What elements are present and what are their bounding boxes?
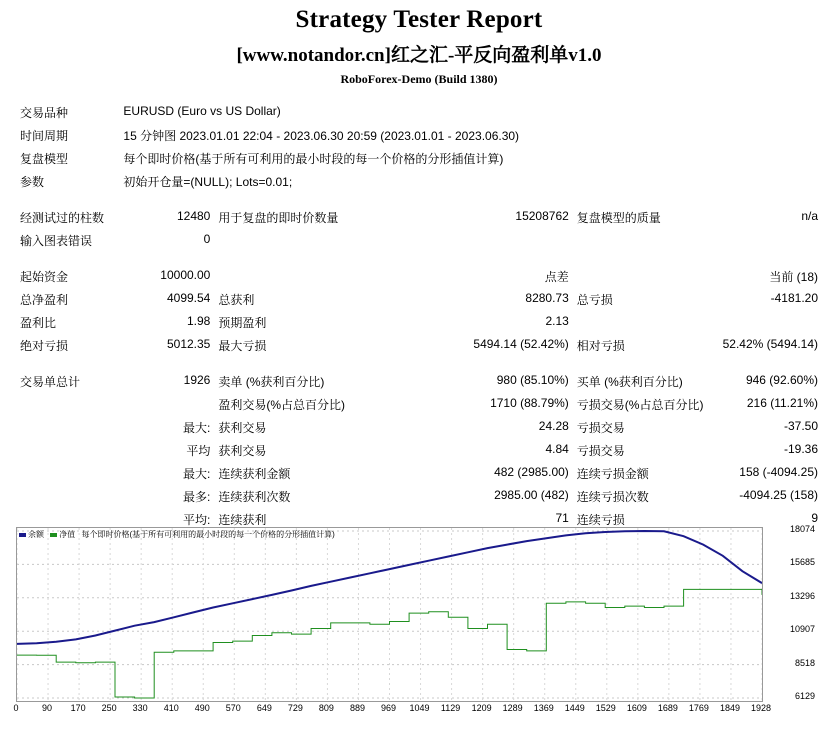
x-axis-label: 889 xyxy=(349,703,365,713)
table-row xyxy=(16,334,822,357)
x-axis-label: 1129 xyxy=(440,703,461,713)
chart-x-axis xyxy=(13,703,822,719)
max-consecutive-wins-value: 482 (2985.00) xyxy=(494,465,569,479)
legend-balance-label: 余额 xyxy=(28,530,44,539)
x-axis-label: 570 xyxy=(225,703,241,713)
profit-factor-label: 盈利比 xyxy=(20,316,57,330)
table-row xyxy=(16,288,822,311)
profit-trades-label: 盈利交易(%占总百分比) xyxy=(218,398,346,412)
table-row xyxy=(16,265,822,288)
maximal-drawdown-label: 最大亏损 xyxy=(218,339,267,353)
quality-label: 复盘模型的质量 xyxy=(576,211,661,225)
loss-trades-label: 亏损交易(%占总百分比) xyxy=(576,398,704,412)
loss-trades-value: 216 (11.21%) xyxy=(746,396,818,410)
average-consecutive-label: 平均: xyxy=(183,513,211,527)
ticks-value: 15208762 xyxy=(515,209,569,223)
x-axis-label: 0 xyxy=(13,703,19,713)
report-table xyxy=(16,101,822,531)
expected-payoff-value: 2.13 xyxy=(545,314,569,328)
profit-trades-value: 1710 (88.79%) xyxy=(490,396,569,410)
avg-consecutive-wins-value: 71 xyxy=(555,511,569,525)
spread-value: 当前 (18) xyxy=(769,270,818,284)
profit-factor-value: 1.98 xyxy=(187,314,211,328)
largest-label: 最大: xyxy=(183,421,211,435)
table-row xyxy=(16,124,822,147)
short-positions-value: 980 (85.10%) xyxy=(496,373,569,387)
average-loss-label: 亏损交易 xyxy=(576,444,625,458)
model-label: 复盘模型 xyxy=(20,152,69,166)
x-axis-label: 90 xyxy=(42,703,53,713)
x-axis-label: 170 xyxy=(70,703,86,713)
x-axis-label: 809 xyxy=(318,703,334,713)
chart-y-axis xyxy=(766,524,821,701)
avg-consecutive-losses-value: 9 xyxy=(811,511,818,525)
expected-payoff-label: 预期盈利 xyxy=(218,316,267,330)
largest-loss-label: 亏损交易 xyxy=(576,421,625,435)
x-axis-label: 729 xyxy=(287,703,303,713)
maximal-consecutive-profit-label: 连续获利次数 xyxy=(218,490,291,504)
x-axis-label: 490 xyxy=(194,703,210,713)
initial-deposit-label: 起始资金 xyxy=(20,270,69,284)
max-consecutive-wins-label: 连续获利金额 xyxy=(218,467,291,481)
x-axis-label: 250 xyxy=(101,703,117,713)
mismatched-label: 输入图表错误 xyxy=(20,234,93,248)
table-row xyxy=(16,101,822,124)
table-row xyxy=(16,416,822,439)
table-row xyxy=(16,370,822,393)
quality-value: n/a xyxy=(801,209,818,223)
x-axis-label: 1289 xyxy=(502,703,523,713)
initial-deposit-value: 10000.00 xyxy=(160,268,211,282)
max-consecutive-losses-label: 连续亏损金额 xyxy=(576,467,649,481)
page-title: Strategy Tester Report xyxy=(295,6,543,33)
legend-equity-label: 净值 xyxy=(59,530,76,539)
max-consecutive-losses-value: 158 (-4094.25) xyxy=(739,465,818,479)
chart-plot-area xyxy=(16,527,763,702)
y-axis-label: 10907 xyxy=(789,624,815,635)
largest-profit-value: 24.28 xyxy=(538,419,569,433)
table-row xyxy=(16,206,822,229)
y-axis-label: 8518 xyxy=(794,657,815,668)
broker-build: RoboForex-Demo (Build 1380) xyxy=(340,72,498,86)
relative-drawdown-value: 52.42% (5494.14) xyxy=(722,337,818,351)
average-label: 平均 xyxy=(186,444,211,458)
avg-consecutive-losses-label: 连续亏损 xyxy=(576,513,625,527)
gross-profit-value: 8280.73 xyxy=(525,291,569,305)
absolute-drawdown-value: 5012.35 xyxy=(166,337,211,351)
table-row xyxy=(16,147,822,170)
total-net-profit-value: 4099.54 xyxy=(166,291,211,305)
spread-label: 点差 xyxy=(544,270,569,284)
avg-consecutive-wins-label: 连续获利 xyxy=(218,513,267,527)
x-axis-label: 330 xyxy=(132,703,148,713)
x-axis-label: 410 xyxy=(163,703,179,713)
x-axis-label: 969 xyxy=(380,703,397,713)
legend-balance-swatch xyxy=(19,533,26,537)
y-axis-label: 15685 xyxy=(789,557,815,568)
period-label: 时间周期 xyxy=(20,129,69,143)
parameters-label: 参数 xyxy=(20,175,45,189)
bars-value: 12480 xyxy=(176,209,211,223)
table-row xyxy=(16,462,822,485)
x-axis-label: 1209 xyxy=(471,703,492,713)
x-axis-label: 1049 xyxy=(409,703,430,713)
largest-profit-label: 获利交易 xyxy=(218,421,267,435)
largest-loss-value: -37.50 xyxy=(783,419,818,433)
y-axis-label: 18074 xyxy=(789,524,815,534)
maximal-consecutive-loss-label: 连续亏损次数 xyxy=(576,490,649,504)
gross-loss-label: 总亏损 xyxy=(576,293,613,307)
table-row xyxy=(16,485,822,508)
average-loss-value: -19.36 xyxy=(783,442,818,456)
total-net-profit-label: 总净盈利 xyxy=(20,293,69,307)
y-axis-label: 6129 xyxy=(794,691,815,701)
equity-chart xyxy=(13,524,822,723)
maximal-label: 最多: xyxy=(183,490,211,504)
x-axis-label: 1928 xyxy=(750,703,772,713)
table-row xyxy=(16,311,822,334)
report-subtitle: [www.notandor.cn]红之汇-平反向盈利单v1.0 xyxy=(236,45,602,66)
x-axis-label: 1369 xyxy=(533,703,554,713)
maximal-drawdown-value: 5494.14 (52.42%) xyxy=(473,337,569,351)
x-axis-label: 1529 xyxy=(595,703,616,713)
gross-profit-label: 总获利 xyxy=(218,293,255,307)
y-axis-label: 13296 xyxy=(789,590,815,601)
long-positions-value: 946 (92.60%) xyxy=(745,373,818,387)
x-axis-label: 1689 xyxy=(657,703,678,713)
maximal-consecutive-profit-value: 2985.00 (482) xyxy=(494,488,569,502)
total-trades-label: 交易单总计 xyxy=(20,375,81,389)
x-axis-label: 1769 xyxy=(688,703,709,713)
legend-equity-swatch xyxy=(50,533,57,537)
symbol-value: EURUSD (Euro vs US Dollar) xyxy=(123,104,281,118)
mismatched-value: 0 xyxy=(203,232,211,246)
period-value: 15 分钟图 2023.01.01 22:04 - 2023.06.30 20:59 (2023.01.01 - 2023.06.30) xyxy=(123,129,520,143)
short-positions-label: 卖单 (%获利百分比) xyxy=(218,375,325,389)
chart-title: 每个即时价格(基于所有可利用的最小时段的每一个价格的分形插值计算) xyxy=(81,530,335,539)
ticks-label: 用于复盘的即时价数量 xyxy=(218,211,339,225)
x-axis-label: 649 xyxy=(256,703,272,713)
chart-legend xyxy=(19,529,335,540)
x-axis-label: 1609 xyxy=(626,703,647,713)
x-axis-label: 1849 xyxy=(719,703,740,713)
long-positions-label: 买单 (%获利百分比) xyxy=(576,375,683,389)
table-row xyxy=(16,170,822,193)
bars-label: 经测试过的柱数 xyxy=(20,211,105,225)
table-row xyxy=(16,393,822,416)
report-page xyxy=(0,6,838,731)
chart-svg xyxy=(17,528,762,701)
relative-drawdown-label: 相对亏损 xyxy=(576,339,625,353)
total-trades-value: 1926 xyxy=(183,373,211,387)
table-row xyxy=(16,439,822,462)
average-profit-value: 4.84 xyxy=(545,442,569,456)
table-row xyxy=(16,229,822,252)
gross-loss-value: -4181.20 xyxy=(770,291,818,305)
maximal-consecutive-loss-value: -4094.25 (158) xyxy=(739,488,818,502)
maximum-label: 最大: xyxy=(183,467,211,481)
absolute-drawdown-label: 绝对亏损 xyxy=(20,339,69,353)
average-profit-label: 获利交易 xyxy=(218,444,267,458)
symbol-label: 交易品种 xyxy=(20,106,69,120)
model-value: 每个即时价格(基于所有可利用的最小时段的每一个价格的分形插值计算) xyxy=(123,152,504,166)
parameters-value: 初始开仓量=(NULL); Lots=0.01; xyxy=(123,175,293,189)
x-axis-label: 1449 xyxy=(564,703,585,713)
